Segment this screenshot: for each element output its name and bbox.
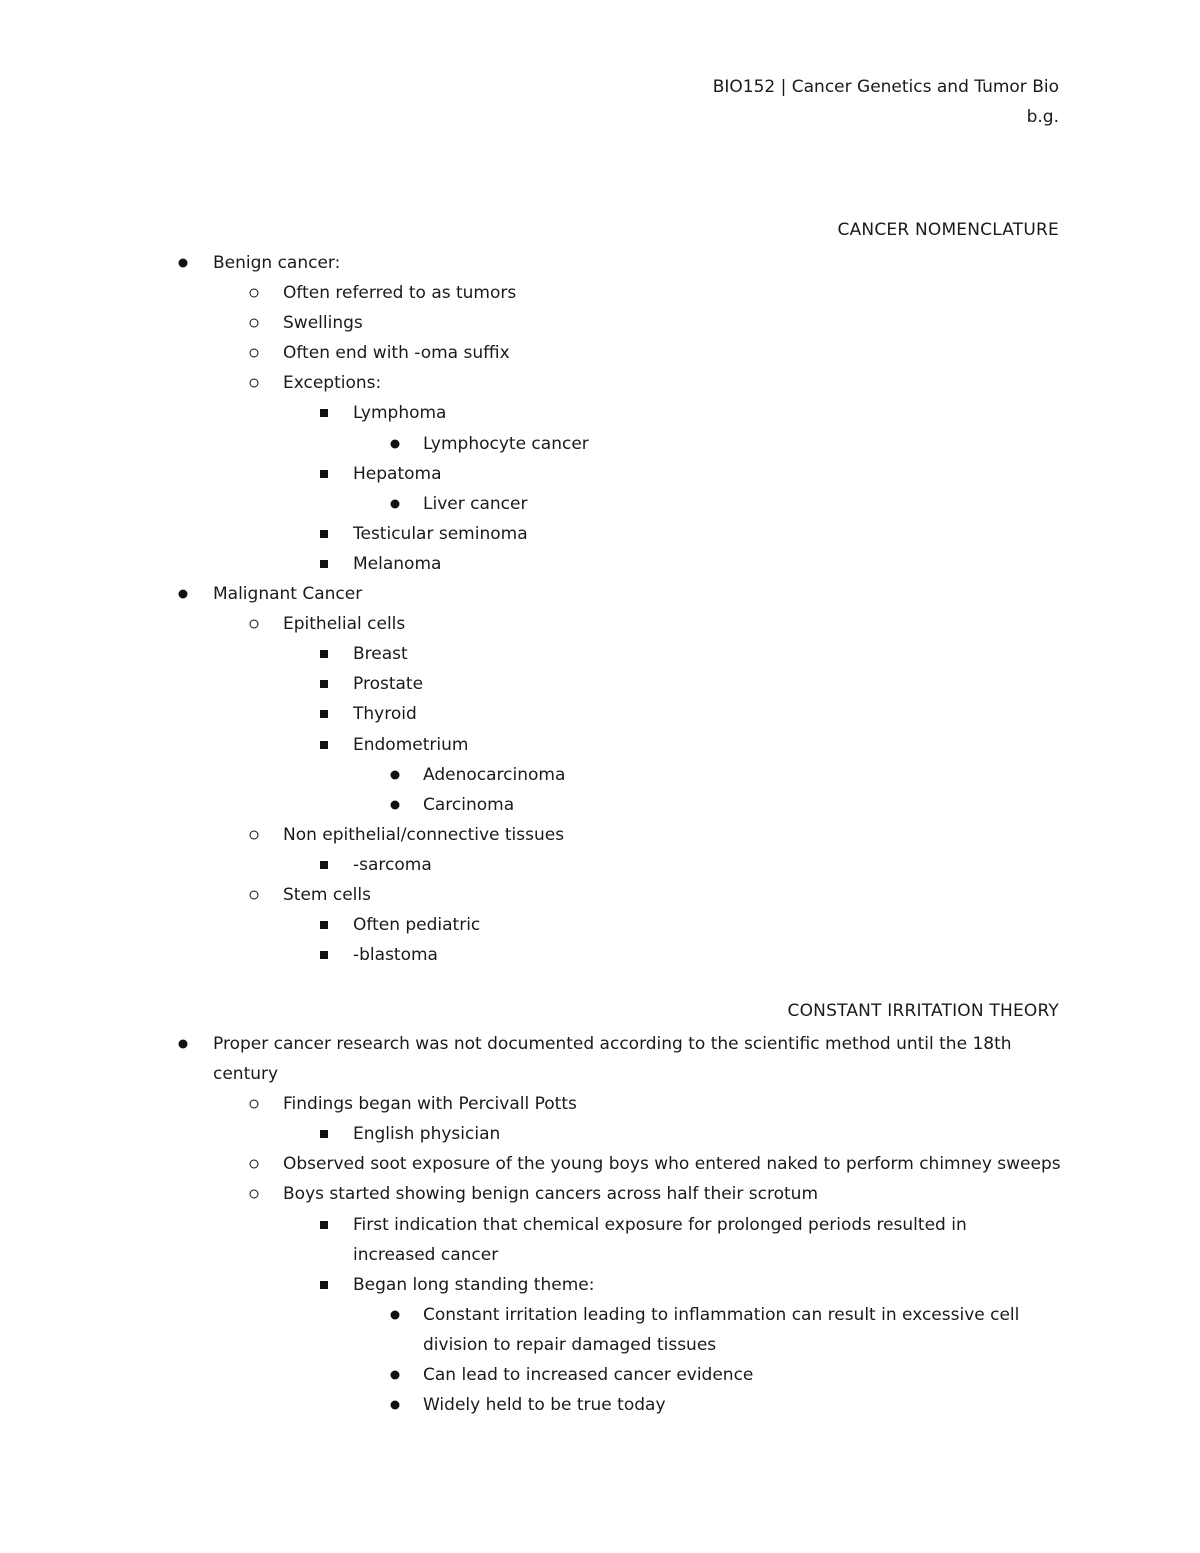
list-item-text: Proper cancer research was not documented according to the scientific method until the 18th century [213,1034,1012,1085]
bullet-icon [179,590,188,599]
list-item [0,1179,1200,1209]
bullet-icon [391,1310,400,1319]
list-item-text: Swellings [283,313,363,334]
bullet-icon [320,650,328,658]
list-item-text: Testicular seminoma [353,523,528,544]
list-item [0,338,1200,368]
list-item-text: Non epithelial/connective tissues [283,824,565,845]
list-item [0,429,1200,459]
section-title-nomenclature: CANCER NOMENCLATURE [837,220,1059,240]
list-item-text: Malignant Cancer [213,584,363,605]
list-item-text: Benign cancer: [213,253,341,273]
bullet-icon [391,770,400,779]
bullet-icon [250,890,259,899]
list-item [0,398,1200,428]
list-item [0,850,1200,880]
list-item-text: Can lead to increased cancer evidence [423,1365,754,1386]
bullet-icon [250,1100,259,1109]
list-item [0,669,1200,699]
list-item [0,940,1200,970]
list-item [0,1360,1200,1390]
list-item [0,308,1200,338]
section-title-irritation-theory: CONSTANT IRRITATION THEORY [787,1001,1059,1021]
list-item-text: Prostate [353,674,424,695]
bullet-icon [391,439,400,448]
list-item-text: First indication that chemical exposure for prolonged periods resulted in increased cancer [353,1214,967,1265]
bullet-icon [320,921,328,929]
list-item [0,1300,1200,1360]
list-item [0,910,1200,940]
bullet-icon [250,830,259,839]
bullet-icon [320,470,328,478]
bullet-icon [320,409,328,417]
list-item-text: Widely held to be true today [423,1395,666,1416]
bullet-icon [320,710,328,718]
bullet-icon [391,1401,400,1410]
list-item [0,519,1200,549]
list-item-text: Adenocarcinoma [423,764,566,785]
list-item [0,248,1200,278]
list-item [0,639,1200,669]
list-item-text: Melanoma [353,553,442,574]
bullet-icon [320,530,328,538]
irritation-theory-list [0,1029,1200,1420]
bullet-icon [250,1160,259,1169]
bullet-icon [320,560,328,568]
list-item [0,1149,1200,1179]
list-item-text: Thyroid [353,704,417,725]
bullet-icon [320,951,328,959]
list-item-text: Constant irritation leading to inflammation can result in excessive cell division to repair damaged tissues [423,1304,1020,1355]
list-item-text: Exceptions: [283,373,382,394]
list-item-text: Carcinoma [423,794,515,815]
nomenclature-list [0,248,1200,970]
list-item-text: Often referred to as tumors [283,283,517,304]
list-item [0,1089,1200,1119]
list-item [0,579,1200,609]
list-item [0,1210,1200,1270]
list-item [0,1390,1200,1420]
list-item [0,1029,1200,1089]
list-item-text: Hepatoma [353,463,442,484]
list-item-text: Lymphoma [353,403,447,424]
bullet-icon [250,349,259,358]
bullet-icon [179,259,188,268]
list-item-text: Liver cancer [423,493,528,514]
list-item [0,549,1200,579]
list-item-text: -blastoma [353,945,438,966]
list-item-text: Findings began with Percivall Potts [283,1094,577,1115]
list-item [0,760,1200,790]
list-item [0,790,1200,820]
list-item-text: Epithelial cells [283,614,406,635]
list-item [0,820,1200,850]
course-title: BIO152 | Cancer Genetics and Tumor Bio [712,77,1059,97]
bullet-icon [250,289,259,298]
list-item [0,730,1200,760]
bullet-icon [250,620,259,629]
bullet-icon [320,1221,328,1229]
list-item-text: Often end with -oma suffix [283,343,510,364]
list-item-text: -sarcoma [353,854,432,875]
list-item [0,368,1200,398]
list-item [0,880,1200,910]
document-header [713,72,1059,132]
bullet-icon [320,680,328,688]
list-item-text: Boys started showing benign cancers across half their scrotum [283,1184,819,1205]
list-item-text: Often pediatric [353,915,481,936]
bullet-icon [391,800,400,809]
bullet-icon [320,741,328,749]
list-item [0,278,1200,308]
bullet-icon [391,1371,400,1380]
author-initials: b.g. [1026,107,1059,127]
bullet-icon [179,1040,188,1049]
list-item-text: Endometrium [353,734,469,755]
bullet-icon [320,861,328,869]
bullet-icon [320,1281,328,1289]
bullet-icon [250,319,259,328]
list-item-text: English physician [353,1124,501,1145]
list-item [0,489,1200,519]
list-item-text: Lymphocyte cancer [423,433,589,454]
list-item [0,699,1200,729]
list-item [0,609,1200,639]
bullet-icon [250,379,259,388]
list-item-text: Stem cells [283,884,371,905]
list-item [0,1119,1200,1149]
bullet-icon [320,1130,328,1138]
bullet-icon [250,1190,259,1199]
list-item-text: Began long standing theme: [353,1274,595,1295]
bullet-icon [391,499,400,508]
list-item-text: Breast [353,644,408,665]
list-item [0,459,1200,489]
list-item [0,1270,1200,1300]
list-item-text: Observed soot exposure of the young boys who entered naked to perform chimney sweeps [283,1154,1061,1175]
